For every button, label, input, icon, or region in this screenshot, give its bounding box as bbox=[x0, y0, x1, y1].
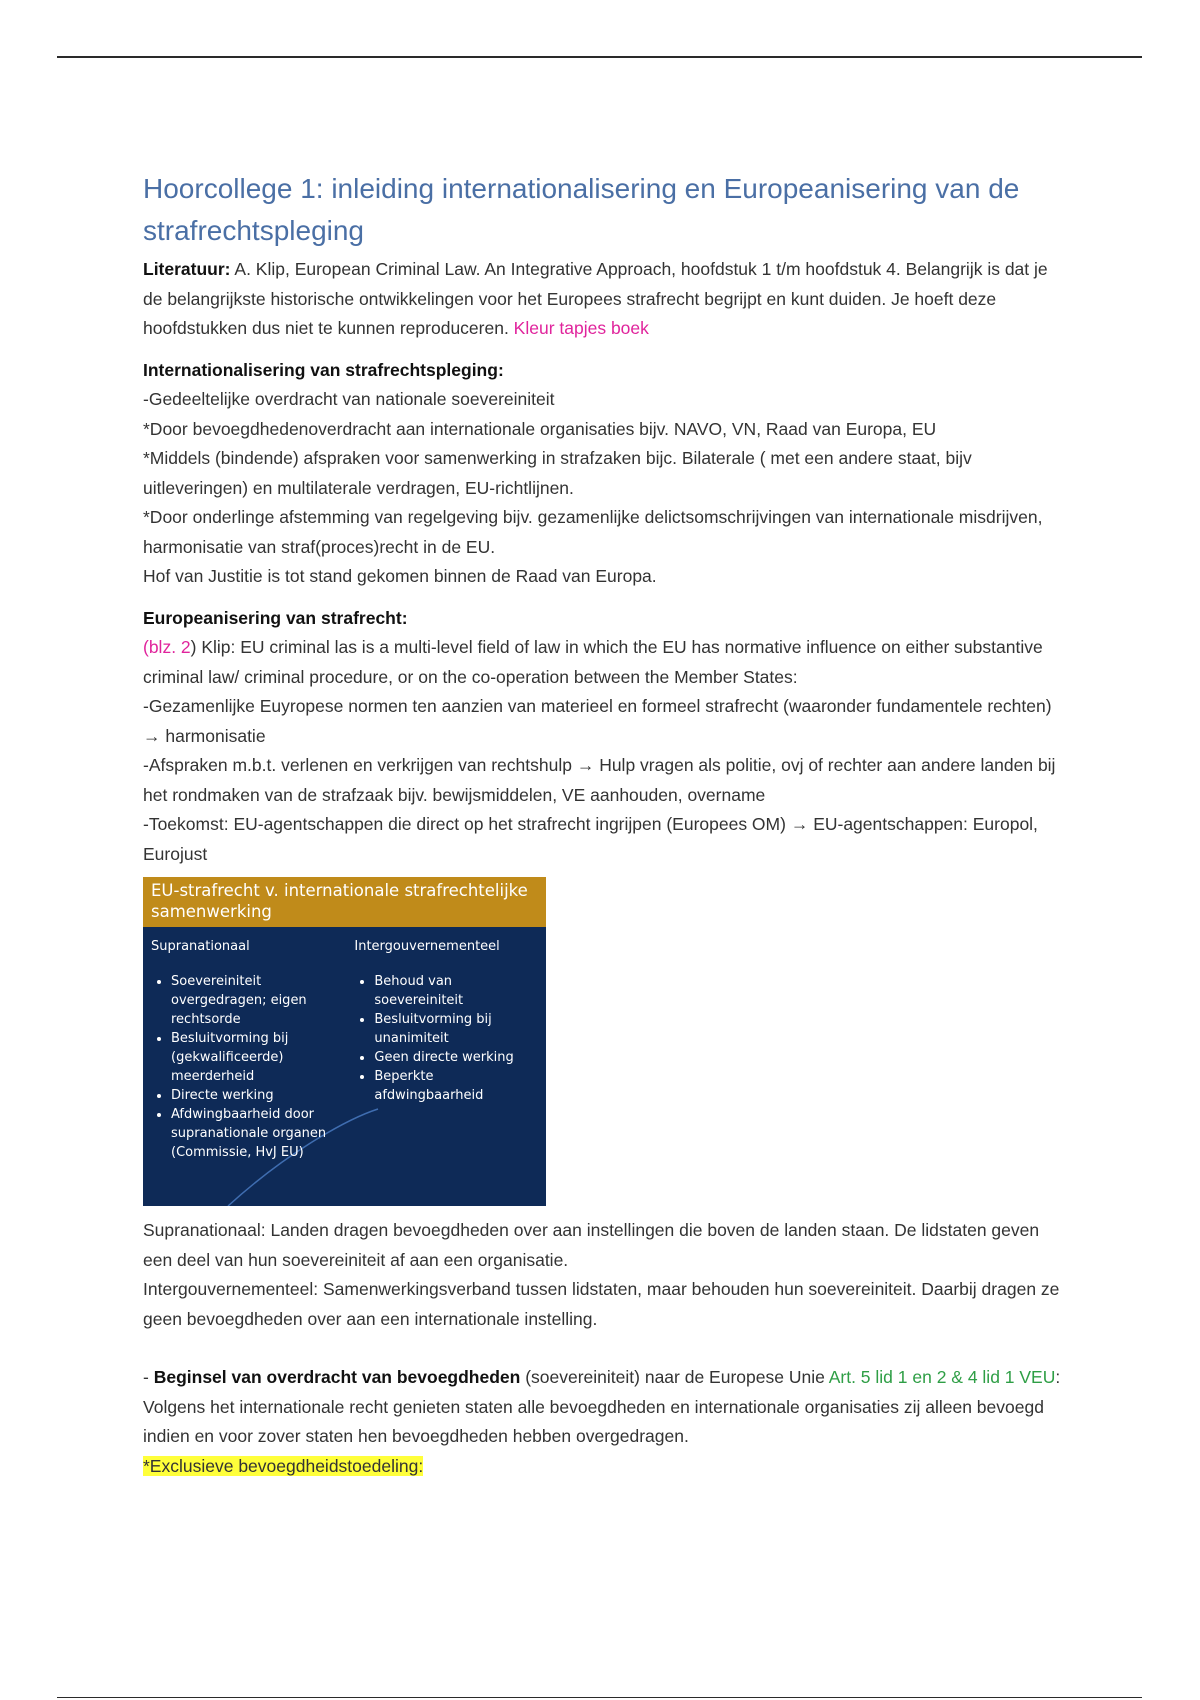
exclusief-line bbox=[143, 1452, 1063, 1482]
line-text: -Toekomst: EU-agentschappen die direct op het strafrecht ingrijpen (Europees OM) bbox=[143, 814, 791, 834]
document-body bbox=[143, 168, 1063, 1481]
europeanisering-line bbox=[143, 810, 1063, 869]
supranationaal-item: • Besluitvorming bij (gekwalificeerde) meerderheid bbox=[171, 1029, 346, 1086]
klip-paragraph bbox=[143, 633, 1063, 692]
kleur-tapjes-note: Kleur tapjes boek bbox=[513, 318, 649, 338]
supranationaal-column bbox=[151, 937, 346, 1162]
intergouvernementeel-item: • Besluitvorming bij unanimiteit bbox=[374, 1010, 540, 1048]
internationalisering-line: -Gedeeltelijke overdracht van nationale soevereiniteit bbox=[143, 389, 555, 409]
intergouvernementeel-heading: Intergouvernementeel bbox=[354, 939, 500, 954]
intergouvernementeel-uitleg: Intergouvernementeel: Samenwerkingsverband tussen lidstaten, maar behouden hun soevereiniteit. Daarbij dragen ze geen bevoegdheden over aan een internationale instelling. bbox=[143, 1279, 1060, 1329]
europeanisering-line bbox=[143, 751, 1063, 810]
arrow-right-icon: → bbox=[143, 725, 161, 746]
beginsel-paragraph bbox=[143, 1363, 1063, 1452]
internationalisering-line: *Door onderlinge afstemming van regelgeving bijv. gezamenlijke delictsomschrijvingen van internationale misdrijven, harmonisatie van straf(proces)recht in de EU. bbox=[143, 507, 1043, 557]
internationalisering-heading: Internationalisering van strafrechtspleging: bbox=[143, 359, 504, 380]
supranationaal-item: • Directe werking bbox=[171, 1086, 346, 1105]
europeanisering-heading: Europeanisering van strafrecht: bbox=[143, 607, 408, 628]
supranationaal-uitleg: Supranationaal: Landen dragen bevoegdheden over aan instellingen die boven de landen staan. De lidstaten geven een deel van hun soevereiniteit af aan een organisatie. bbox=[143, 1220, 1040, 1270]
line-text: Hulp vragen als politie, ovj of rechter aan andere landen bij het rondmaken van de strafzaak bijv. bewijsmiddelen, VE aanhouden, overname bbox=[143, 755, 1056, 805]
arrow-right-icon: → bbox=[790, 814, 809, 834]
beginsel-heading: Beginsel van overdracht van bevoegdheden bbox=[153, 1367, 521, 1387]
exclusieve-bevoegdheid-highlight: *Exclusieve bevoegdheidstoedeling: bbox=[143, 1455, 424, 1476]
arrow-right-icon: → bbox=[576, 755, 595, 775]
supranationaal-item: • Soevereiniteit overgedragen; eigen rechtsorde bbox=[171, 972, 346, 1029]
page-title: Hoorcollege 1: inleiding internationalisering en Europeanisering van de strafrechtspleging bbox=[143, 173, 1020, 246]
klip-page-ref: blz. 2 bbox=[148, 637, 191, 657]
supranationaal-heading: Supranationaal bbox=[151, 939, 250, 954]
literatuur-paragraph bbox=[143, 255, 1063, 344]
internationalisering-line: Hof van Justitie is tot stand gekomen binnen de Raad van Europa. bbox=[143, 566, 657, 586]
line-text: -Gezamenlijke Euyropese normen ten aanzien van materieel en formeel strafrecht (waaronder fundamentele rechten) bbox=[143, 696, 1052, 716]
internationalisering-line: *Door bevoegdhedenoverdracht aan internationale organisaties bijv. NAVO, VN, Raad van Europa, EU bbox=[143, 418, 937, 439]
literatuur-text: A. Klip, European Criminal Law. An Integrative Approach, hoofdstuk 1 t/m hoofdstuk 4. Belangrijk is dat je de belangrijkste historische ontwikkelingen voor het Europees strafrecht begrijpt en kunt duiden. Je hoeft deze hoofdstukken dus niet te kunnen reproduceren. bbox=[143, 259, 1048, 338]
line-text: -Afspraken m.b.t. verlenen en verkrijgen van rechtshulp bbox=[143, 755, 577, 775]
intergouvernementeel-item: • Beperkte afdwingbaarheid bbox=[374, 1067, 540, 1105]
line-text: harmonisatie bbox=[160, 725, 266, 746]
beginsel-text: (soevereiniteit) naar de Europese Unie bbox=[520, 1367, 829, 1387]
europeanisering-line bbox=[143, 692, 1063, 751]
internationalisering-line: *Middels (bindende) afspraken voor samenwerking in strafzaken bijc. Bilaterale ( met een andere staat, bijv uitleveringen) en multilaterale verdragen, EU-richtlijnen. bbox=[143, 448, 972, 498]
footer-rule bbox=[57, 1697, 1142, 1698]
klip-open-paren: ( bbox=[143, 637, 149, 657]
line-text: EU-agentschappen: Europol, Eurojust bbox=[143, 814, 1038, 864]
header-rule bbox=[57, 56, 1142, 58]
klip-text: ) Klip: EU criminal las is a multi-level field of law in which the EU has normative influence on either substantive criminal law/ criminal procedure, or on the co-operation between the Member States: bbox=[143, 637, 1043, 687]
intergouvernementeel-column bbox=[354, 937, 540, 1162]
literatuur-label: Literatuur: bbox=[143, 259, 231, 279]
slide-title: EU-strafrecht v. internationale strafrechtelijke samenwerking bbox=[143, 877, 546, 927]
intergouvernementeel-item: • Geen directe werking bbox=[374, 1048, 540, 1067]
beginsel-dash: - bbox=[143, 1367, 154, 1387]
beginsel-text: : Volgens het internationale recht genieten staten alle bevoegdheden en internationale organisaties zij alleen bevoegd indien en voor zover staten hen bevoegdheden hebben overgedragen. bbox=[143, 1367, 1061, 1446]
article-reference: Art. 5 lid 1 en 2 & 4 lid 1 VEU bbox=[828, 1367, 1056, 1387]
supranationaal-item: • Afdwingbaarheid door supranationale organen (Commissie, HvJ EU) bbox=[171, 1105, 346, 1162]
slide-image bbox=[143, 877, 546, 1206]
intergouvernementeel-item: • Behoud van soevereiniteit bbox=[374, 972, 540, 1010]
